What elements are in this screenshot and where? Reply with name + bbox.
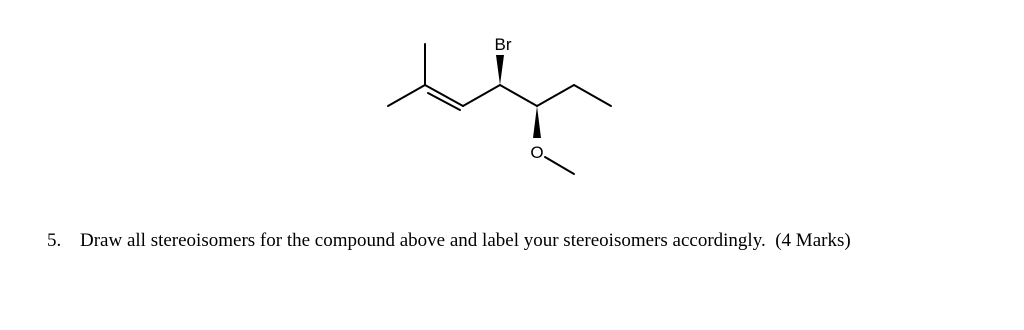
wedge-bond-bromine (496, 55, 504, 85)
bond-c5-c6 (537, 85, 574, 106)
bond-c3-c4 (463, 85, 500, 106)
bond-c1-methyl-left (388, 85, 425, 106)
bond-c4-c5 (500, 85, 537, 106)
question-number: 5. (47, 230, 62, 251)
question-text (47, 228, 851, 254)
question-body: Draw all stereoisomers for the compound above and label your stereoisomers accordingly. (80, 230, 766, 251)
wedge-bond-oxygen (533, 106, 541, 138)
bond-o-methyl (545, 157, 574, 174)
bromine-atom-label: Br (494, 35, 512, 54)
question-marks: (4 Marks) (775, 230, 851, 251)
bond-c6-c7 (574, 85, 611, 106)
oxygen-atom-label: O (530, 143, 544, 162)
